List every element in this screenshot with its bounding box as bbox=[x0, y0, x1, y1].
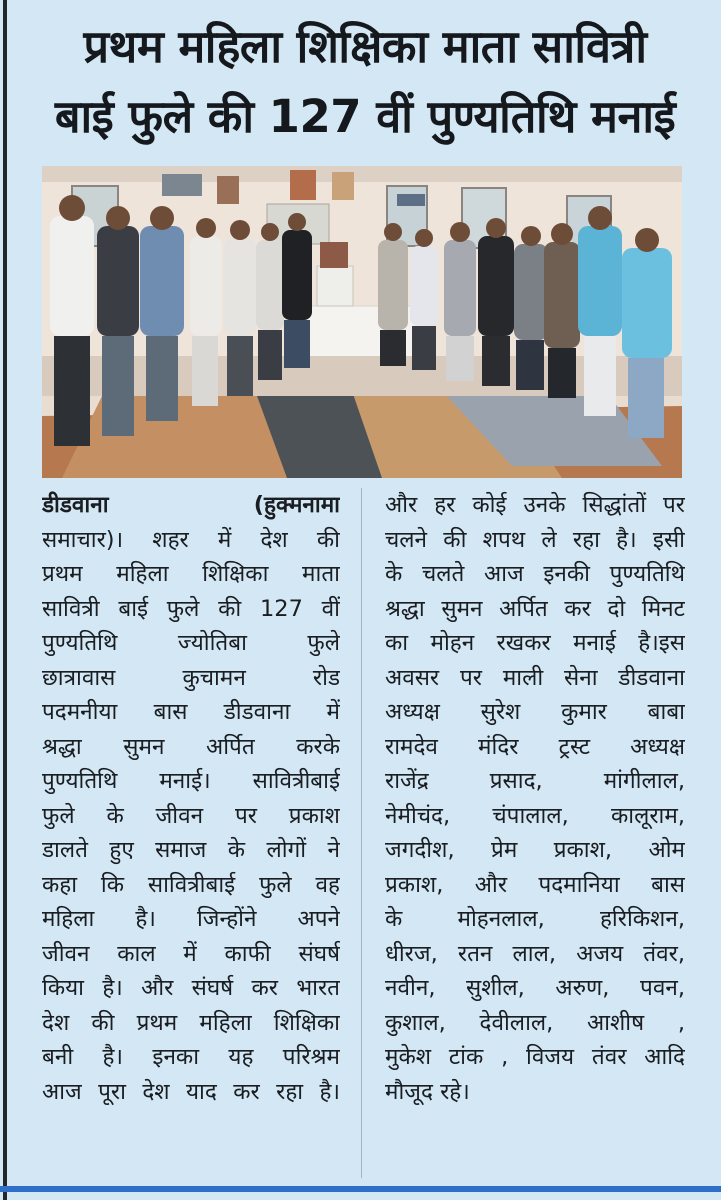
article-line: नवीन, सुशील, अरुण, पवन, bbox=[385, 975, 685, 1001]
article-line: अवसर पर माली सेना डीडवाना bbox=[385, 664, 685, 691]
article-line: पदमनीया बास डीडवाना में bbox=[42, 699, 340, 725]
article-line: श्रद्धा सुमन अर्पित कर दो मिनट bbox=[385, 595, 685, 622]
article-line: बनी है। इनका यह परिश्रम bbox=[42, 1044, 340, 1070]
article-line: रामदेव मंदिर ट्रस्ट अध्यक्ष bbox=[385, 733, 685, 760]
article-line: कहा कि सावित्रीबाई फुले वह bbox=[42, 871, 340, 898]
article-line: और हर कोई उनके सिद्धांतों पर bbox=[385, 492, 685, 518]
article-line: के चलते आज इनकी पुण्यतिथि bbox=[385, 561, 685, 587]
article-line: मौजूद रहे। bbox=[385, 1078, 470, 1105]
event-photo-illustration bbox=[42, 166, 682, 478]
article-column-left bbox=[42, 488, 340, 1109]
article-line: पुण्यतिथि ज्योतिबा फुले bbox=[42, 630, 340, 656]
article-line: कुशाल, देवीलाल, आशीष , bbox=[385, 1009, 685, 1036]
article-line: चलने की शपथ ले रहा है। इसी bbox=[385, 526, 685, 553]
article-line: के मोहनलाल, हरिकिशन, bbox=[385, 906, 685, 932]
article-line: सावित्री बाई फुले की 127 वीं bbox=[42, 595, 340, 622]
headline-line-1: प्रथम महिला शिक्षिका माता सावित्री bbox=[83, 20, 647, 73]
column-divider bbox=[361, 488, 362, 1178]
article-line: पुण्यतिथि मनाई। सावित्रीबाई bbox=[42, 768, 340, 794]
article-line: फुले के जीवन पर प्रकाश bbox=[42, 802, 340, 829]
left-border-rule bbox=[3, 0, 7, 1200]
article-line: महिला है। जिन्होंने अपने bbox=[42, 906, 340, 932]
event-photo bbox=[42, 166, 682, 478]
article-column-right bbox=[385, 488, 685, 1109]
article-line: श्रद्धा सुमन अर्पित करके bbox=[42, 733, 340, 760]
article-line: का मोहन रखकर मनाई है।इस bbox=[385, 630, 685, 656]
article-line: प्रकाश, और पदमानिया बास bbox=[385, 871, 685, 898]
headline bbox=[20, 12, 710, 152]
article-line: जगदीश, प्रेम प्रकाश, ओम bbox=[385, 837, 685, 863]
article-line: राजेंद्र प्रसाद, मांगीलाल, bbox=[385, 768, 685, 794]
article-line: जीवन काल में काफी संघर्ष bbox=[42, 940, 340, 967]
article-line: समाचार)। शहर में देश की bbox=[42, 526, 340, 553]
article-line: देश की प्रथम महिला शिक्षिका bbox=[42, 1009, 340, 1036]
article-line: आज पूरा देश याद कर रहा है। bbox=[42, 1078, 340, 1105]
article-line: अध्यक्ष सुरेश कुमार बाबा bbox=[385, 699, 685, 725]
article-line: डालते हुए समाज के लोगों ने bbox=[42, 837, 340, 863]
article-line: छात्रावास कुचामन रोड bbox=[42, 664, 340, 691]
article-line: प्रथम महिला शिक्षिका माता bbox=[42, 561, 340, 587]
bottom-border-rule bbox=[0, 1186, 721, 1192]
article-line: धीरज, रतन लाल, अजय तंवर, bbox=[385, 940, 685, 967]
article-line: डीडवाना (हुक्मनामा bbox=[42, 492, 340, 518]
article-line: नेमीचंद, चंपालाल, कालूराम, bbox=[385, 802, 685, 829]
headline-line-2: बाई फुले की 127 वीं पुण्यतिथि मनाई bbox=[54, 90, 676, 143]
article-line: किया है। और संघर्ष कर भारत bbox=[42, 975, 340, 1001]
article-line: मुकेश टांक , विजय तंवर आदि bbox=[385, 1044, 685, 1070]
